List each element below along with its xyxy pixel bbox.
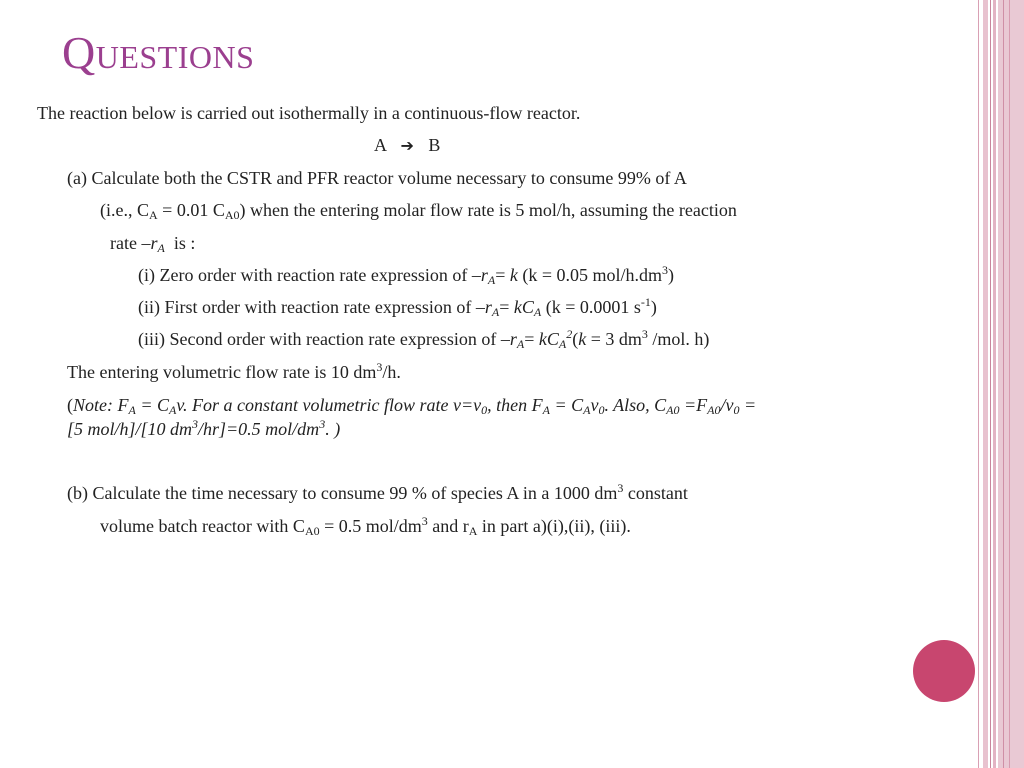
rate-constant: kC: [538, 329, 559, 349]
text-run: ) when the entering molar flow rate is 5 mol/h, assuming the reaction: [239, 200, 737, 220]
rate-symbol: r: [150, 233, 158, 253]
text-run: . ): [325, 419, 341, 439]
decor-stripe: [978, 0, 979, 768]
text-run: (ii) First order with reaction rate expression of –: [138, 297, 485, 317]
intro-text: The reaction below is carried out isothermally in a continuous-flow reactor.: [37, 103, 581, 123]
text-run: =: [495, 265, 510, 285]
subscript: A: [558, 337, 567, 351]
text-run: = C: [549, 395, 584, 415]
text-run: (k = 0.0001 s: [541, 297, 641, 317]
subscript: A: [533, 305, 542, 319]
part-b-line-1: [67, 482, 688, 504]
text-run: v: [590, 395, 599, 415]
superscript: 2: [566, 327, 573, 341]
note-line-1: [67, 394, 756, 416]
part-a-line-3: [110, 232, 195, 254]
text-run: The entering volumetric flow rate is 10 dm: [67, 362, 377, 382]
subscript: A: [491, 305, 500, 319]
case-first-order: [138, 296, 657, 318]
text-run: = C: [135, 395, 169, 415]
subscript: A: [169, 403, 177, 417]
text-run: (k = 0.05 mol/h.dm: [517, 265, 663, 285]
subscript: A: [583, 403, 591, 417]
text-run: (i) Zero order with reaction rate expression of –: [138, 265, 481, 285]
subscript: A: [157, 241, 165, 255]
decor-stripe: [990, 0, 991, 768]
subscript: A: [516, 337, 525, 351]
subscript: A: [542, 403, 550, 417]
subscript: A: [468, 524, 478, 538]
decor-stripe: [1003, 0, 1004, 768]
subscript: A0: [224, 208, 240, 222]
subscript: 0: [481, 403, 488, 417]
subscript: A0: [666, 403, 680, 417]
case-zero-order: [138, 264, 674, 286]
text-run: ): [668, 265, 675, 285]
part-a-line-2: [100, 199, 737, 221]
decor-stripe: [983, 0, 988, 768]
rate-constant: k: [509, 265, 518, 285]
superscript: 3: [641, 327, 648, 341]
rate-symbol: r: [484, 297, 492, 317]
text-run: /mol. h): [647, 329, 710, 349]
text-run: /v: [720, 395, 734, 415]
decor-circle: [913, 640, 975, 702]
subscript: 0: [598, 403, 605, 417]
text-run: (: [67, 395, 73, 415]
reactant-label: A: [374, 135, 387, 155]
text-run: constant: [623, 483, 688, 503]
subscript: 0: [733, 403, 740, 417]
text-run: (: [572, 329, 579, 349]
text-run: . Also, C: [604, 395, 667, 415]
text-run: =F: [679, 395, 708, 415]
text-run: v. For a constant volumetric flow rate v=v: [176, 395, 482, 415]
arrow-right-icon: ➔: [400, 136, 414, 155]
slide-title: Questions: [62, 27, 255, 78]
note-line-2: [67, 418, 340, 440]
text-run: and r: [427, 516, 469, 536]
subscript: A0: [304, 524, 320, 538]
text-run: /h.: [382, 362, 401, 382]
decor-stripe: [1009, 0, 1010, 768]
text-run: = 0.5 mol/dm: [319, 516, 422, 536]
text-run: , then F: [487, 395, 543, 415]
superscript: 3: [376, 360, 383, 374]
subscript: A: [128, 403, 136, 417]
product-label: B: [428, 135, 441, 155]
rate-constant: k: [578, 329, 587, 349]
text-run: is :: [164, 233, 196, 253]
text-run: = 0.01 C: [157, 200, 225, 220]
text-run: ): [650, 297, 657, 317]
case-second-order: [138, 328, 709, 350]
decor-stripe: [993, 0, 996, 768]
text-run: =: [739, 395, 757, 415]
text-run: volume batch reactor with C: [100, 516, 305, 536]
text-run: (i.e., C: [100, 200, 149, 220]
subscript: A: [149, 208, 158, 222]
text-run: /hr]=0.5 mol/dm: [198, 419, 320, 439]
text-run: Note: F: [73, 395, 129, 415]
volumetric-flow-text: [67, 361, 401, 383]
text-run: (iii) Second order with reaction rate expression of –: [138, 329, 510, 349]
rate-symbol: r: [509, 329, 517, 349]
text-run: (b) Calculate the time necessary to consume 99 % of species A in a 1000 dm: [67, 483, 618, 503]
subscript: A0: [707, 403, 721, 417]
superscript: 3: [421, 514, 428, 528]
superscript: 3: [319, 417, 326, 431]
reaction-equation: [374, 134, 440, 157]
decor-stripe: [998, 0, 1024, 768]
rate-symbol: r: [480, 265, 488, 285]
text-run: = 3 dm: [586, 329, 642, 349]
rate-constant: kC: [513, 297, 534, 317]
superscript: -1: [640, 295, 651, 309]
text-run: =: [499, 297, 514, 317]
text-run: [5 mol/h]/[10 dm: [67, 419, 193, 439]
text-run: in part a)(i),(ii), (iii).: [477, 516, 631, 536]
part-a-line-1: (a) Calculate both the CSTR and PFR reactor volume necessary to consume 99% of A: [67, 168, 687, 188]
superscript: 3: [192, 417, 199, 431]
text-run: =: [524, 329, 539, 349]
part-b-line-2: [100, 515, 631, 537]
superscript: 3: [662, 263, 669, 277]
subscript: A: [487, 273, 496, 287]
superscript: 3: [617, 481, 624, 495]
text-run: rate –: [110, 233, 151, 253]
